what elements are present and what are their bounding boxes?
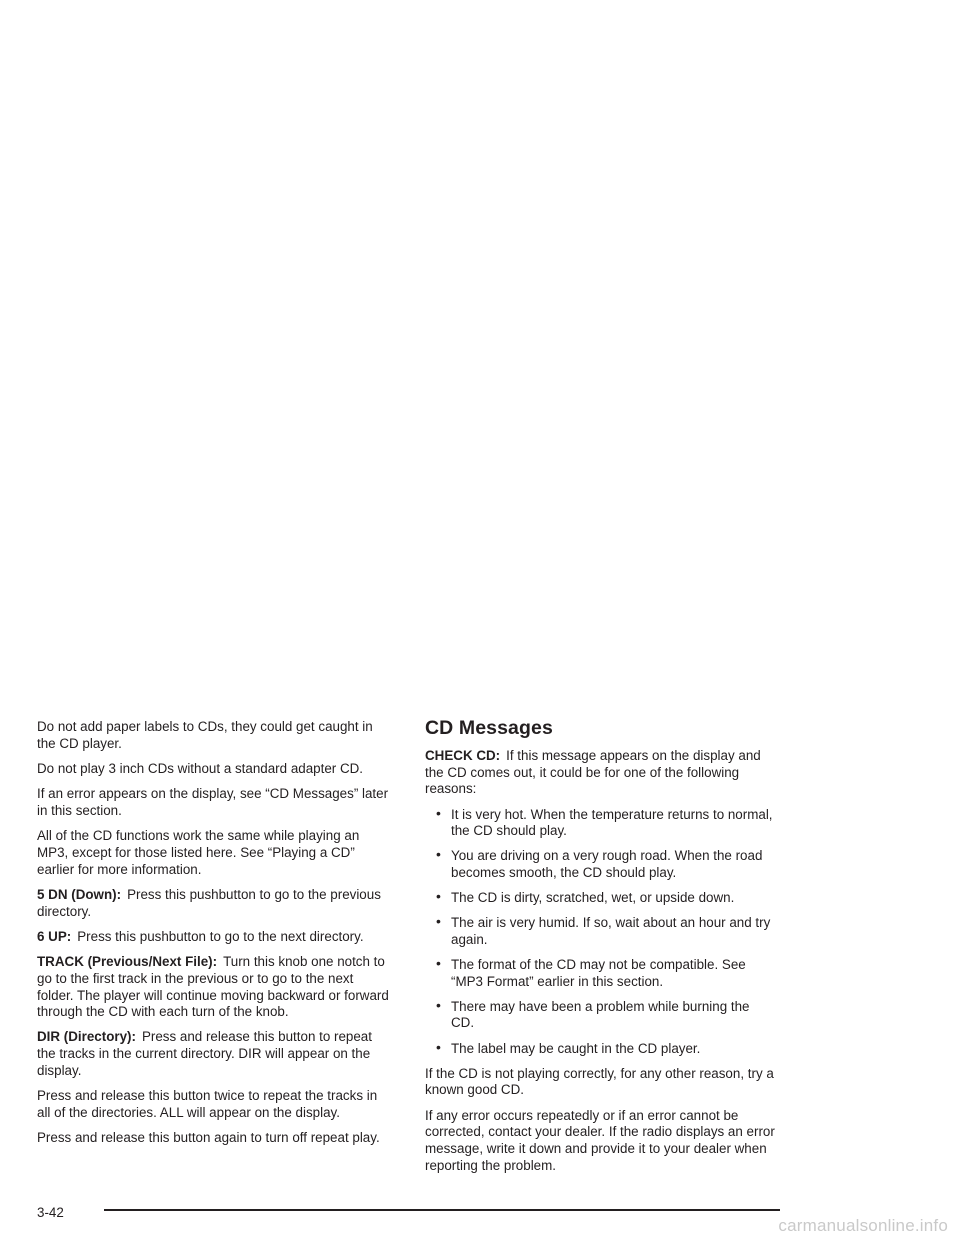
paragraph-text: Press and release this button to repeat the tracks in the current directory. DIR will appear on the display. <box>37 1029 372 1078</box>
bullet-icon: • <box>436 913 441 930</box>
term-label: 6 UP: <box>37 928 72 944</box>
paragraph-text: If this message appears on the display and the CD comes out, it could be for one of the following reasons: <box>425 748 761 797</box>
list-item-text: There may have been a problem while burning the CD. <box>451 998 750 1031</box>
paragraph-text: Press this pushbutton to go to the next directory. <box>77 928 364 944</box>
paragraph <box>37 828 393 878</box>
paragraph-text: Press and release this button twice to repeat the tracks in all of the directories. ALL will appear on the display. <box>37 1088 378 1120</box>
bullet-icon: • <box>436 888 441 905</box>
term-label: 5 DN (Down): <box>37 886 122 902</box>
list-item <box>425 890 775 907</box>
paragraph-text: If an error appears on the display, see “CD Messages” later in this section. <box>37 786 389 818</box>
right-column <box>425 716 775 1183</box>
list-item-text: The CD is dirty, scratched, wet, or upside down. <box>451 890 735 906</box>
paragraph-track <box>37 954 393 1020</box>
paragraph-text: If any error occurs repeatedly or if an error cannot be corrected, contact your dealer. If the radio displays an error message, write it down and provide it to your dealer when reporting the problem. <box>425 1107 775 1173</box>
paragraph-text: Do not add paper labels to CDs, they could get caught in the CD player. <box>37 719 373 751</box>
list-item <box>425 848 775 881</box>
list-item-text: The air is very humid. If so, wait about an hour and try again. <box>451 915 771 947</box>
paragraph-5-dn <box>37 887 393 920</box>
list-item <box>425 915 775 948</box>
paragraph <box>37 1088 393 1121</box>
paragraph <box>37 761 393 778</box>
reasons-list <box>425 804 775 1058</box>
page-number: 3-42 <box>37 1205 64 1220</box>
bullet-icon: • <box>436 804 441 821</box>
bullet-icon: • <box>436 955 441 972</box>
watermark: carmanualsonline.info <box>778 1216 948 1235</box>
bullet-icon: • <box>436 996 441 1013</box>
bullet-icon: • <box>436 1038 441 1055</box>
list-item <box>425 1038 775 1058</box>
paragraph-text: Press this pushbutton to go to the previous directory. <box>37 886 381 919</box>
footer-divider <box>104 1209 780 1211</box>
list-item <box>425 804 775 840</box>
term-label: CHECK CD: <box>425 748 501 763</box>
paragraph-text: Do not play 3 inch CDs without a standard adapter CD. <box>37 760 364 776</box>
paragraph-text: All of the CD functions work the same while playing an MP3, except for those listed here. See “Playing a CD” earlier for more information. <box>37 828 360 877</box>
paragraph-text: Press and release this button again to turn off repeat play. <box>37 1130 380 1146</box>
list-item-text: The label may be caught in the CD player. <box>451 1040 701 1056</box>
section-heading: CD Messages <box>425 717 553 739</box>
paragraph <box>37 719 393 752</box>
paragraph <box>425 1066 775 1099</box>
list-item-text: The format of the CD may not be compatible. See “MP3 Format” earlier in this section. <box>451 957 746 989</box>
term-label: TRACK (Previous/Next File): <box>37 954 218 970</box>
list-item-text: You are driving on a very rough road. When the road becomes smooth, the CD should play. <box>451 848 763 880</box>
list-item <box>425 957 775 990</box>
left-column <box>37 719 393 1155</box>
list-item <box>425 996 775 1032</box>
paragraph-check-cd <box>425 748 775 798</box>
bullet-icon: • <box>436 846 441 863</box>
paragraph-6-up <box>37 929 393 946</box>
paragraph-dir <box>37 1029 393 1079</box>
term-label: DIR (Directory): <box>37 1029 136 1045</box>
paragraph <box>37 786 393 819</box>
paragraph-text: If the CD is not playing correctly, for any other reason, try a known good CD. <box>425 1065 774 1098</box>
list-item-text: It is very hot. When the temperature returns to normal, the CD should play. <box>451 806 773 839</box>
paragraph <box>425 1108 775 1174</box>
paragraph <box>37 1130 393 1147</box>
paragraph-text: Turn this knob one notch to go to the first track in the previous or to go to the next folder. The player will continue moving backward or forward through the CD with each turn of the knob. <box>37 954 389 1020</box>
